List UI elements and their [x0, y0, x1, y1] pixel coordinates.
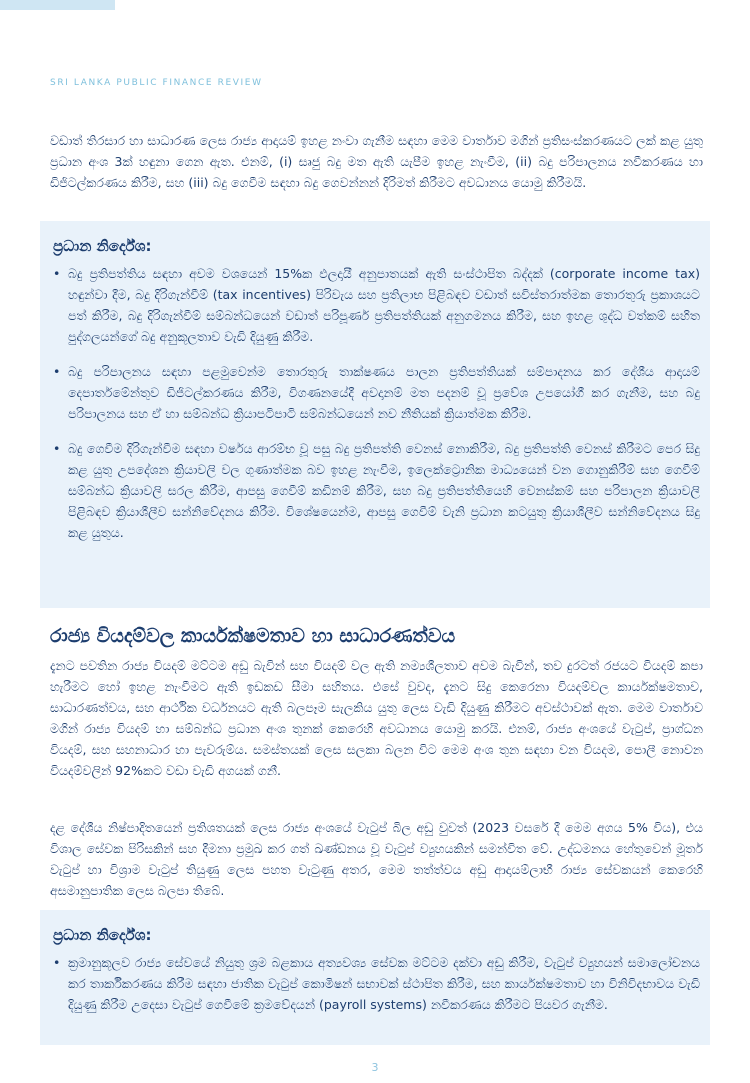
- intro-paragraph: වඩාත් තිරසාර හා සාධාරණ ලෙස රාජ්‍ය ආදායම් ඉහළ නංවා ගැනීම සඳහා මෙම වාර්තාව මගින් ප්‍රතිසංස්කරණයට ලක් කළ යුතු ප්‍රධාන අංශ 3ක් හඳුනා ගෙන ඇත. එනම්, (i) සෘජු බදු මත ඇති යැපීම ඉහළ නැංවීම, (ii) බදු පරිපාලනය නවීකරණය හා ඩිජිටල්කරණය කිරීම, සහ (iii) බදු ගෙවීම සඳහා බදු ගෙවන්නන් දිරිමත් කිරීමට අවධානය යොමු කිරීමයි.: [50, 133, 703, 190]
- list-item: • ක්‍රමානුකූලව රාජ්‍ය සේවයේ නියුතු ශ්‍රම බළකාය අත්‍යවශ්‍ය සේවක මට්ටම දක්වා අඩු කිරීම, වැටුප් ව්‍යුහයන් සමාලෝචනය කර තාර්කීකරණය කිරීම සඳහා ජාතික වැටුප් කොමිෂන් සභාවක් ස්ථාපිත කිරීම, සහ කාර්යක්ෂමතාව හා විනිවිදභාවය වැඩි දියුණු කිරීම උදෙසා වැටුප් ගෙවීමේ ක්‍රමවේදයන් (payroll systems) නවීකරණය කිරීමට පියවර ගැනීම.: [53, 952, 700, 1015]
- recommendations-list: [53, 952, 700, 1015]
- list-item: • බදු පරිපාලනය සඳහා පළමුවෙන්ම තොරතුරු තාක්ෂණය පාලන ප්‍රතිපත්තියක් සම්පාදනය කර දේශීය ආදායම් දෙපාර්තමේන්තුව ඩිජිටල්කරණය කිරීම, විගණනයේදී අවදානම් මත පදනම් වූ ප්‍රවේශ උපයෝගී කර ගැනීම, සහ බදු පරිපාලනය සහ ඒ හා සම්බන්ධ ක්‍රියාපටිපාටි සම්බන්ධයෙන් නව නීතියක් ක්‍රියාත්මක කිරීම.: [53, 361, 700, 424]
- list-item: • බදු ගෙවීම දිරිගැන්වීම සඳහා වර්ෂය ආරම්භ වූ පසු බදු ප්‍රතිපත්ති වෙනස් නොකිරීම, බදු ප්‍රතිපත්ති වෙනස් කිරීමට පෙර සිදු කළ යුතු උපදේශන ක්‍රියාවලි වල ගුණාත්මක බව ඉහළ නැංවීම, ඉලෙක්ට්‍රොනික මාධ්‍යයෙන් වන ගොනුකිරීම් සහ ගෙවීම් සම්බන්ධ ක්‍රියාවලි සරල කිරීම, ආපසු ගෙවීම් කඩිනම් කිරීම, සහ බදු ප්‍රතිපත්තියෙහි වෙනස්කම් සහ පරිපාලන ක්‍රියාවලි පිළිබඳව ක්‍රියාශීලීව සන්නිවේදනය කිරීම. විශේෂයෙන්ම, ආපසු ගෙවීම් වැනි ප්‍රධාන කටයුතු ක්‍රියාශීලීව සන්නිවේදනය සිදු කළ යුතුය.: [53, 438, 700, 543]
- recommendations-heading: ප්‍රධාන නිර්දේශ:: [53, 237, 152, 255]
- list-item: • බදු ප්‍රතිපත්තිය සඳහා අවම වශයෙන් 15%ක ඵලදායී අනුපාතයක් ඇති සංස්ථාපිත බද්දක් (corporate income tax) හඳුන්වා දීම, බදු දිරිගැන්වීම් (tax incentives) පිරිවැය සහ ප්‍රතිලාභ පිළිබඳව වඩාත් සවිස්තරාත්මක තොරතුරු ප්‍රකාශයට පත් කිරීම, බදු දිරිගැන්වීම් සම්බන්ධයෙන් වඩාත් පරිපූර්ණ ප්‍රතිපත්තියක් අනුගමනය කිරීම, සහ ඉහළ ශුද්ධ වත්කම් සහිත පුද්ගලයන්ගේ බදු අනුකූලතාව වැඩි දියුණු කිරීම.: [53, 263, 700, 347]
- section-paragraph: දැනට පවතින රාජ්‍ය වියදම් මට්ටම අඩු බැවින් සහ වියදම් වල ඇති නම්‍යශීලතාව අවම බැවින්, තව දුරටත් රජයට වියදම් කපා හැරීමට හෝ ඉහළ නැංවීමට ඇති ඉඩකඩ සීමා සහිතය. එසේ වුවද, දැනට සිදු කෙරෙනා වියදම්වල කාර්යක්ෂමතාව, සාධාරණත්වය, සහ ආර්ථික වර්ධනයට ඇති බලපෑම සැලකිය යුතු ලෙස වැඩි දියුණු කිරීමට අවස්ථාවක් ඇත. මෙම වාර්තාව මගින් රාජ්‍ය වියදම් හා සම්බන්ධ ප්‍රධාන අංශ තුනක් කෙරෙහි අවධානය යොමු කරයි. එනම්, රාජ්‍ය අංශයේ වැටුප්, ප්‍රාග්ධන වියදම්, සහ සහනාධාර හා පැවරුම්ය. සමස්තයක් ලෙස සලකා බලන විට මෙම අංශ තුන සඳහා වන වියදම, පොලී නොවන වියදම්වලින් 92%කට වඩා වැඩි අගයක් ගනී.: [50, 658, 703, 778]
- running-title: SRI LANKA PUBLIC FINANCE REVIEW: [50, 78, 263, 88]
- recommendations-box-spending: [40, 910, 710, 1045]
- section-heading: රාජ්‍ය වියදම්වල කාර්යක්ෂමතාව හා සාධාරණත්වය: [50, 625, 456, 647]
- recommendations-list: [53, 263, 700, 543]
- recommendations-box-revenue: [40, 221, 710, 608]
- recommendations-heading: ප්‍රධාන නිර්දේශ:: [53, 926, 152, 944]
- page-number: 3: [371, 1061, 379, 1074]
- top-accent-bar: [0, 0, 115, 10]
- section-paragraph: දළ දේශීය නිෂ්පාදිතයෙන් ප්‍රතිශතයක් ලෙස රාජ්‍ය අංශයේ වැටුප් බිල අඩු වුවත් (2023 වසරේ දී මෙම අගය 5% විය), එය විශාල සේවක පිරිසකින් සහ දීමනා ප්‍රමුඛ කර ගත් ඛණ්ඩනය වූ වැටුප් ව්‍යුහයකින් සමන්විත වේ. උද්ධමනය හේතුවෙන් මූර්ත වැටුප් හා විශ්‍රාම වැටුප් තියුණු ලෙස පහත වැටුණු අතර, මෙම තත්ත්වය අඩු ආදායම්ලාභී රාජ්‍ය සේවකයන් කෙරෙහි අසමානුපාතික ලෙස බලපා තිබේ.: [50, 820, 703, 898]
